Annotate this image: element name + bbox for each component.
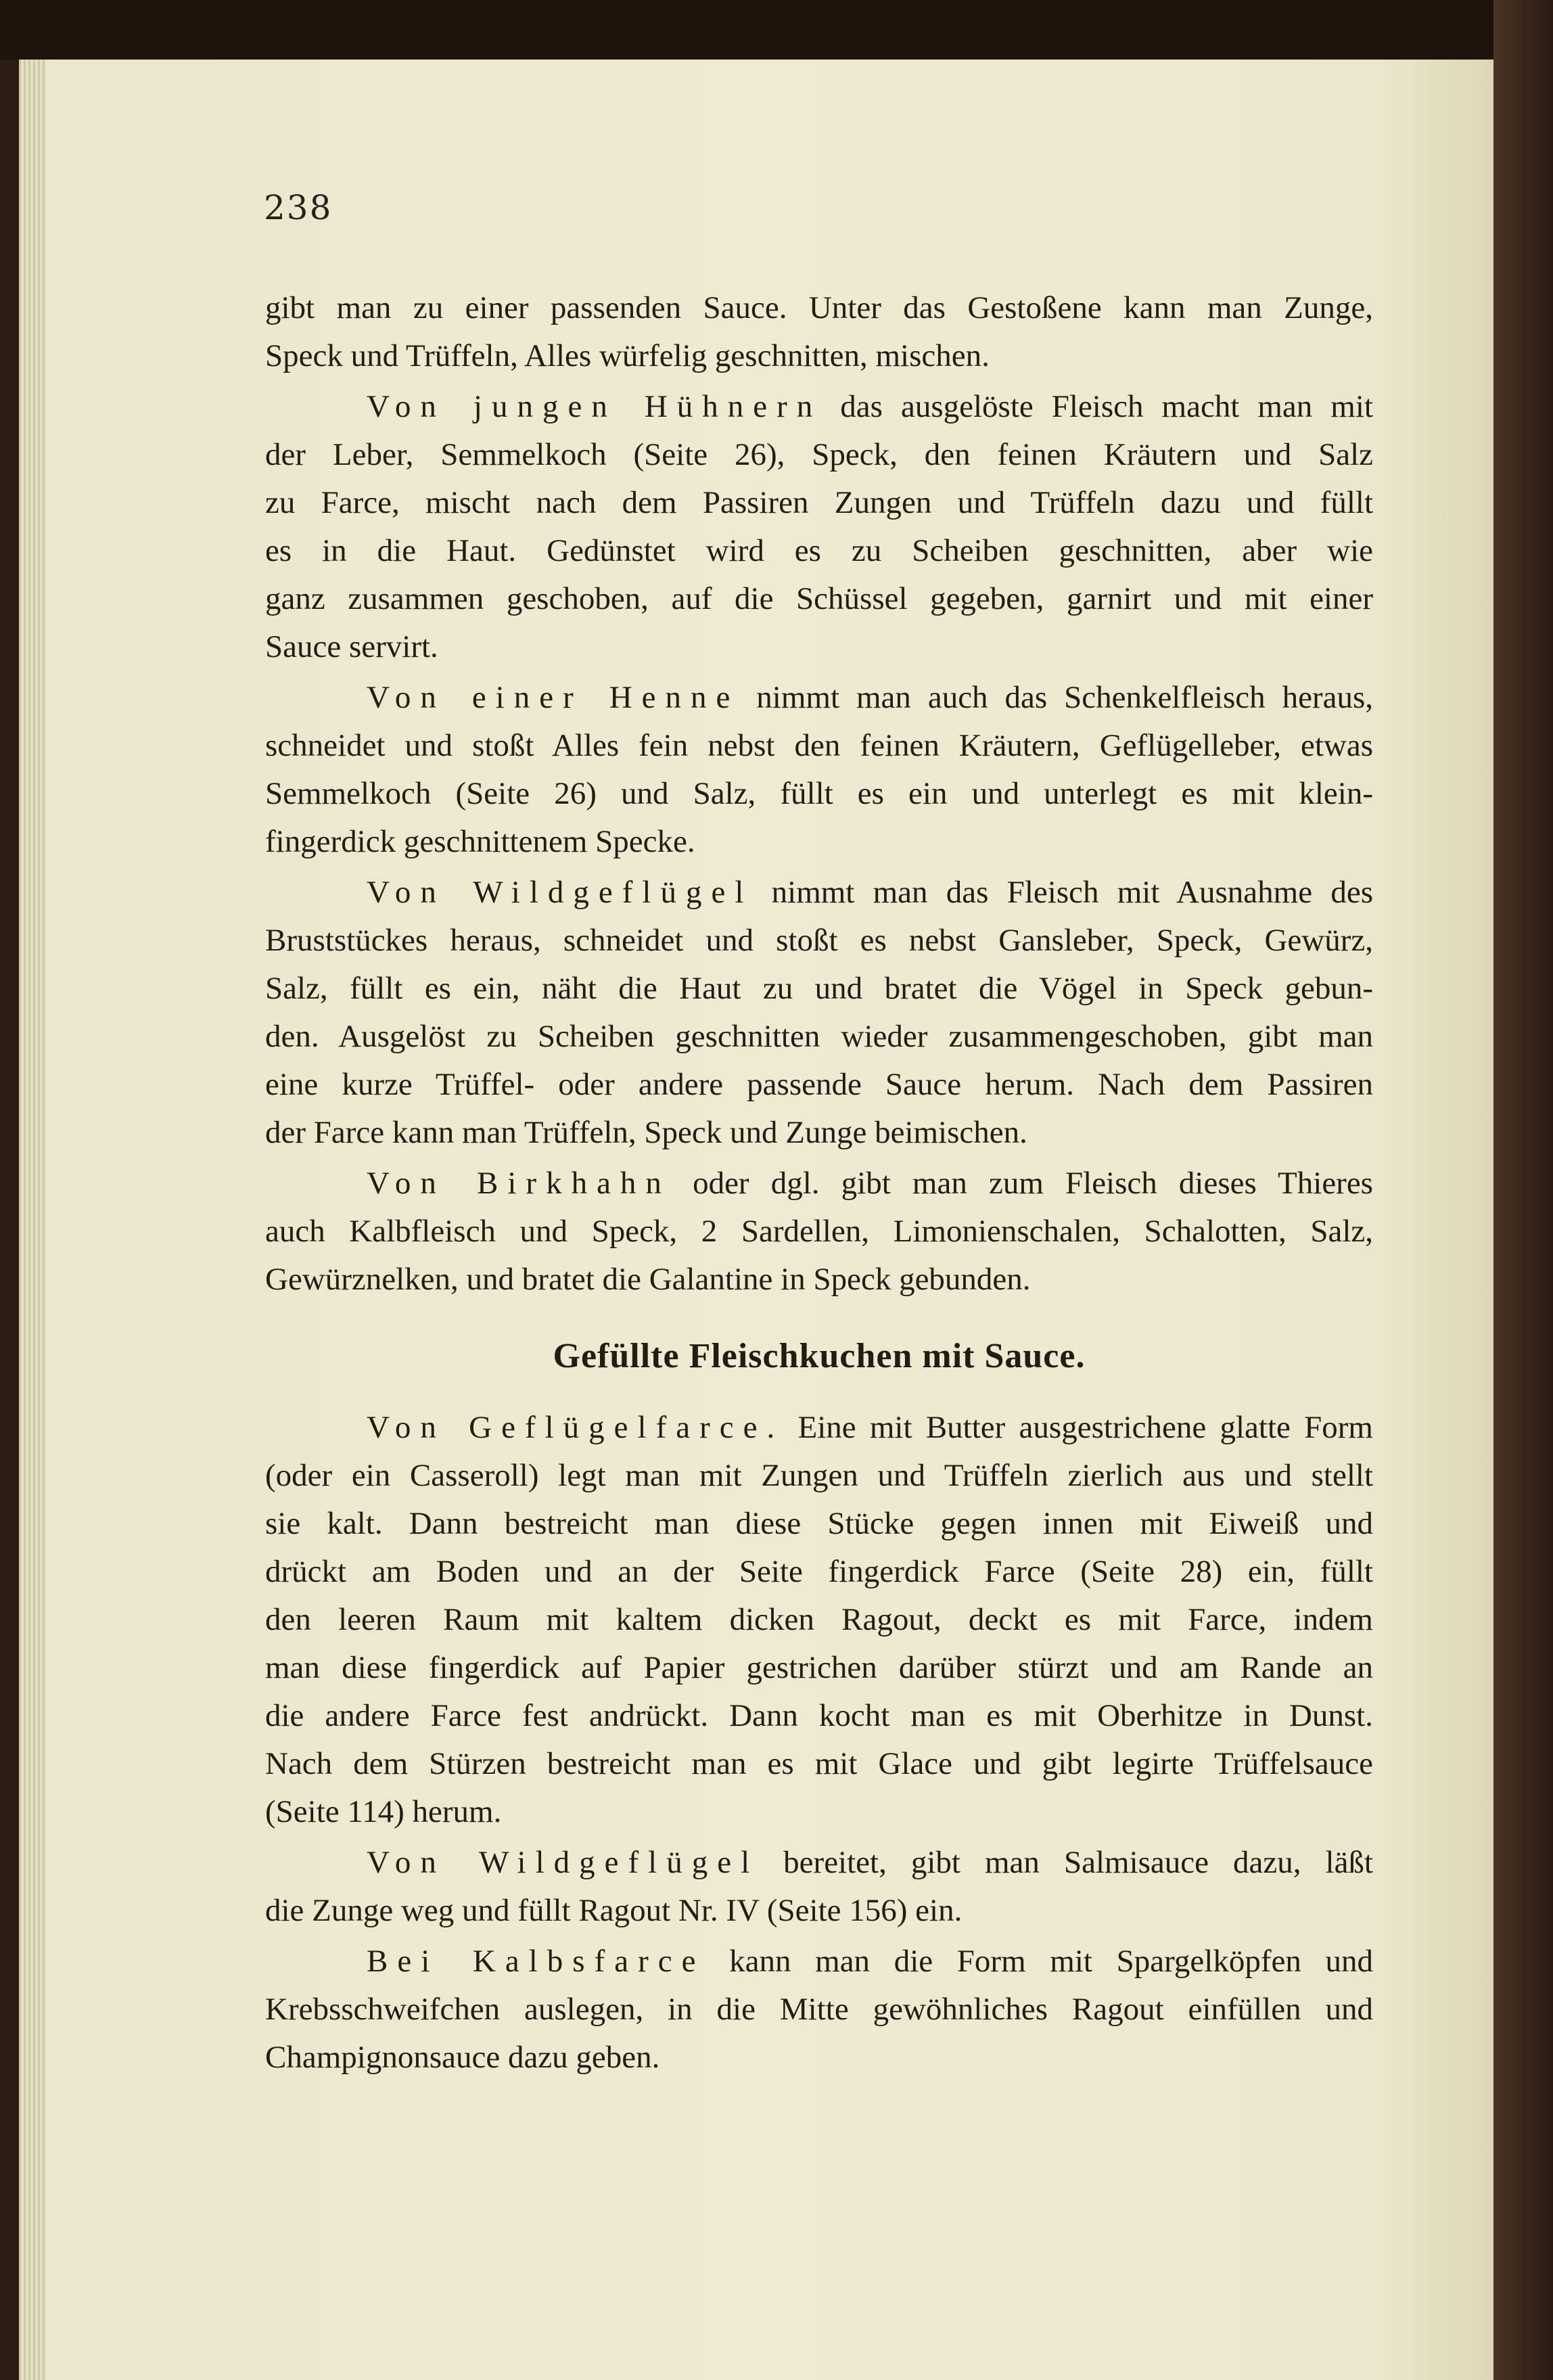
text-run: Bruststückes heraus, schneidet und stoßt es nebst Gansleber, Speck, Gewürz, [265, 923, 1373, 958]
text-line [265, 1500, 1373, 1548]
text-line [265, 1109, 1373, 1157]
text-run: man diese fingerdick auf Papier gestrichen darüber stürzt und am Rande an [265, 1650, 1373, 1685]
text-line [265, 1013, 1373, 1061]
spaced-emphasis: Bei Kalbsfarce [367, 1944, 705, 1979]
text-line [265, 1692, 1373, 1740]
text-run: Krebsschweifchen auslegen, in die Mitte gewöhnliches Ragout einfüllen und [265, 1992, 1373, 2027]
text-run: Semmelkoch (Seite 26) und Salz, füllt es ein und unterlegt es mit klein- [265, 776, 1373, 811]
paragraph [265, 1404, 1373, 1836]
text-run: auch Kalbfleisch und Speck, 2 Sardellen, Limonienschalen, Schalotten, Salz, [265, 1214, 1373, 1249]
text-run: Salz, füllt es ein, näht die Haut zu und bratet die Vögel in Speck gebun- [265, 971, 1373, 1006]
text-run: Nach dem Stürzen bestreicht man es mit Glace und gibt legirte Trüffelsauce [265, 1746, 1373, 1781]
spaced-emphasis: Von einer Henne [367, 680, 740, 715]
text-run: bereitet, gibt man Salmisauce dazu, läßt [759, 1845, 1373, 1880]
text-run: die andere Farce fest andrückt. Dann kocht man es mit Oberhitze in Dunst. [265, 1698, 1373, 1733]
text-run: (oder ein Casseroll) legt man mit Zungen und Trüffeln zierlich aus und stellt [265, 1458, 1373, 1493]
text-run: gibt man zu einer passenden Sauce. Unter das Gestoßene kann man Zunge, [265, 290, 1373, 325]
text-run: zu Farce, mischt nach dem Passiren Zungen und Trüffeln dazu und füllt [265, 485, 1373, 520]
text-line [265, 1596, 1373, 1644]
paragraph [265, 1160, 1373, 1304]
text-run: Eine mit Butter ausgestrichene glatte Form [784, 1410, 1373, 1445]
text-run: das ausgelöste Fleisch macht man mit [822, 389, 1373, 424]
text-line [265, 818, 1373, 866]
text-run: oder dgl. gibt man zum Fleisch dieses Thieres [670, 1166, 1373, 1201]
paragraph [265, 284, 1373, 380]
text-line [265, 1644, 1373, 1692]
text-line [265, 1160, 1373, 1208]
text-run: Champignonsauce dazu geben. [265, 2040, 660, 2075]
text-line [265, 917, 1373, 965]
spaced-emphasis: Von Wildgeflügel [367, 875, 754, 910]
text-line [265, 332, 1373, 380]
text-line [265, 674, 1373, 722]
text-line [265, 770, 1373, 818]
text-run: drückt am Boden und an der Seite fingerdick Farce (Seite 28) ein, füllt [265, 1554, 1373, 1589]
paragraphs-before-heading [265, 284, 1373, 1304]
text-run: eine kurze Trüffel- oder andere passende Sauce herum. Nach dem Passiren [265, 1067, 1373, 1102]
text-line [265, 575, 1373, 623]
text-line [265, 1839, 1373, 1887]
text-run: der Leber, Semmelkoch (Seite 26), Speck, den feinen Kräutern und Salz [265, 437, 1373, 472]
page-number: 238 [264, 188, 333, 227]
text-line [265, 869, 1373, 917]
text-line [265, 1256, 1373, 1304]
text-run: den. Ausgelöst zu Scheiben geschnitten wieder zusammengeschoben, gibt man [265, 1019, 1373, 1054]
text-line [265, 1208, 1373, 1256]
text-line [265, 1887, 1373, 1935]
text-run: Speck und Trüffeln, Alles würfelig geschnitten, mischen. [265, 338, 990, 373]
text-run: Sauce servirt. [265, 629, 438, 664]
text-run: ganz zusammen geschoben, auf die Schüssel gegeben, garnirt und mit einer [265, 581, 1373, 616]
text-line [265, 722, 1373, 770]
text-run: schneidet und stoßt Alles fein nebst den feinen Kräutern, Geflügelleber, etwas [265, 728, 1373, 763]
book-cover-edge [1493, 0, 1553, 2380]
text-run: die Zunge weg und füllt Ragout Nr. IV (Seite 156) ein. [265, 1893, 963, 1928]
spaced-emphasis: Von jungen Hühnern [367, 389, 822, 424]
text-line [265, 1404, 1373, 1452]
text-run: es in die Haut. Gedünstet wird es zu Scheiben geschnitten, aber wie [265, 533, 1373, 568]
spaced-emphasis: Von Wildgeflügel [367, 1845, 760, 1880]
text-line [265, 1986, 1373, 2034]
spaced-emphasis: Von Geflügelfarce. [367, 1410, 785, 1445]
text-line [265, 1061, 1373, 1109]
paragraph [265, 1938, 1373, 2082]
text-run: nimmt man das Fleisch mit Ausnahme des [753, 875, 1373, 910]
page-gutter [19, 60, 46, 2380]
text-line [265, 431, 1373, 479]
text-run: den leeren Raum mit kaltem dicken Ragout, deckt es mit Farce, indem [265, 1602, 1373, 1637]
paragraph [265, 869, 1373, 1157]
text-run: (Seite 114) herum. [265, 1794, 502, 1829]
paragraph [265, 1839, 1373, 1935]
text-line [265, 1788, 1373, 1836]
paragraphs-after-heading [265, 1404, 1373, 2082]
text-run: der Farce kann man Trüffeln, Speck und Zunge beimischen. [265, 1115, 1027, 1150]
text-run: kann man die Form mit Spargelköpfen und [705, 1944, 1373, 1979]
paragraph [265, 383, 1373, 671]
text-line [265, 284, 1373, 332]
spaced-emphasis: Von Birkhahn [367, 1166, 671, 1201]
text-line [265, 1452, 1373, 1500]
text-line [265, 623, 1373, 671]
text-line [265, 527, 1373, 575]
text-line [265, 1938, 1373, 1986]
paragraph [265, 674, 1373, 866]
body-text [265, 284, 1373, 2084]
text-line [265, 1740, 1373, 1788]
text-line [265, 965, 1373, 1013]
text-run: fingerdick geschnittenem Specke. [265, 824, 695, 859]
text-run: nimmt man auch das Schenkelfleisch heraus, [739, 680, 1373, 715]
text-line [265, 1548, 1373, 1596]
section-heading: Gefüllte Fleischkuchen mit Sauce. [553, 1337, 1086, 1375]
text-run: sie kalt. Dann bestreicht man diese Stücke gegen innen mit Eiweiß und [265, 1506, 1373, 1541]
text-run: Gewürznelken, und bratet die Galantine in Speck gebunden. [265, 1262, 1031, 1297]
text-line [265, 383, 1373, 431]
text-line [265, 479, 1373, 527]
text-line [265, 2034, 1373, 2082]
scan-background-top [0, 0, 1553, 60]
